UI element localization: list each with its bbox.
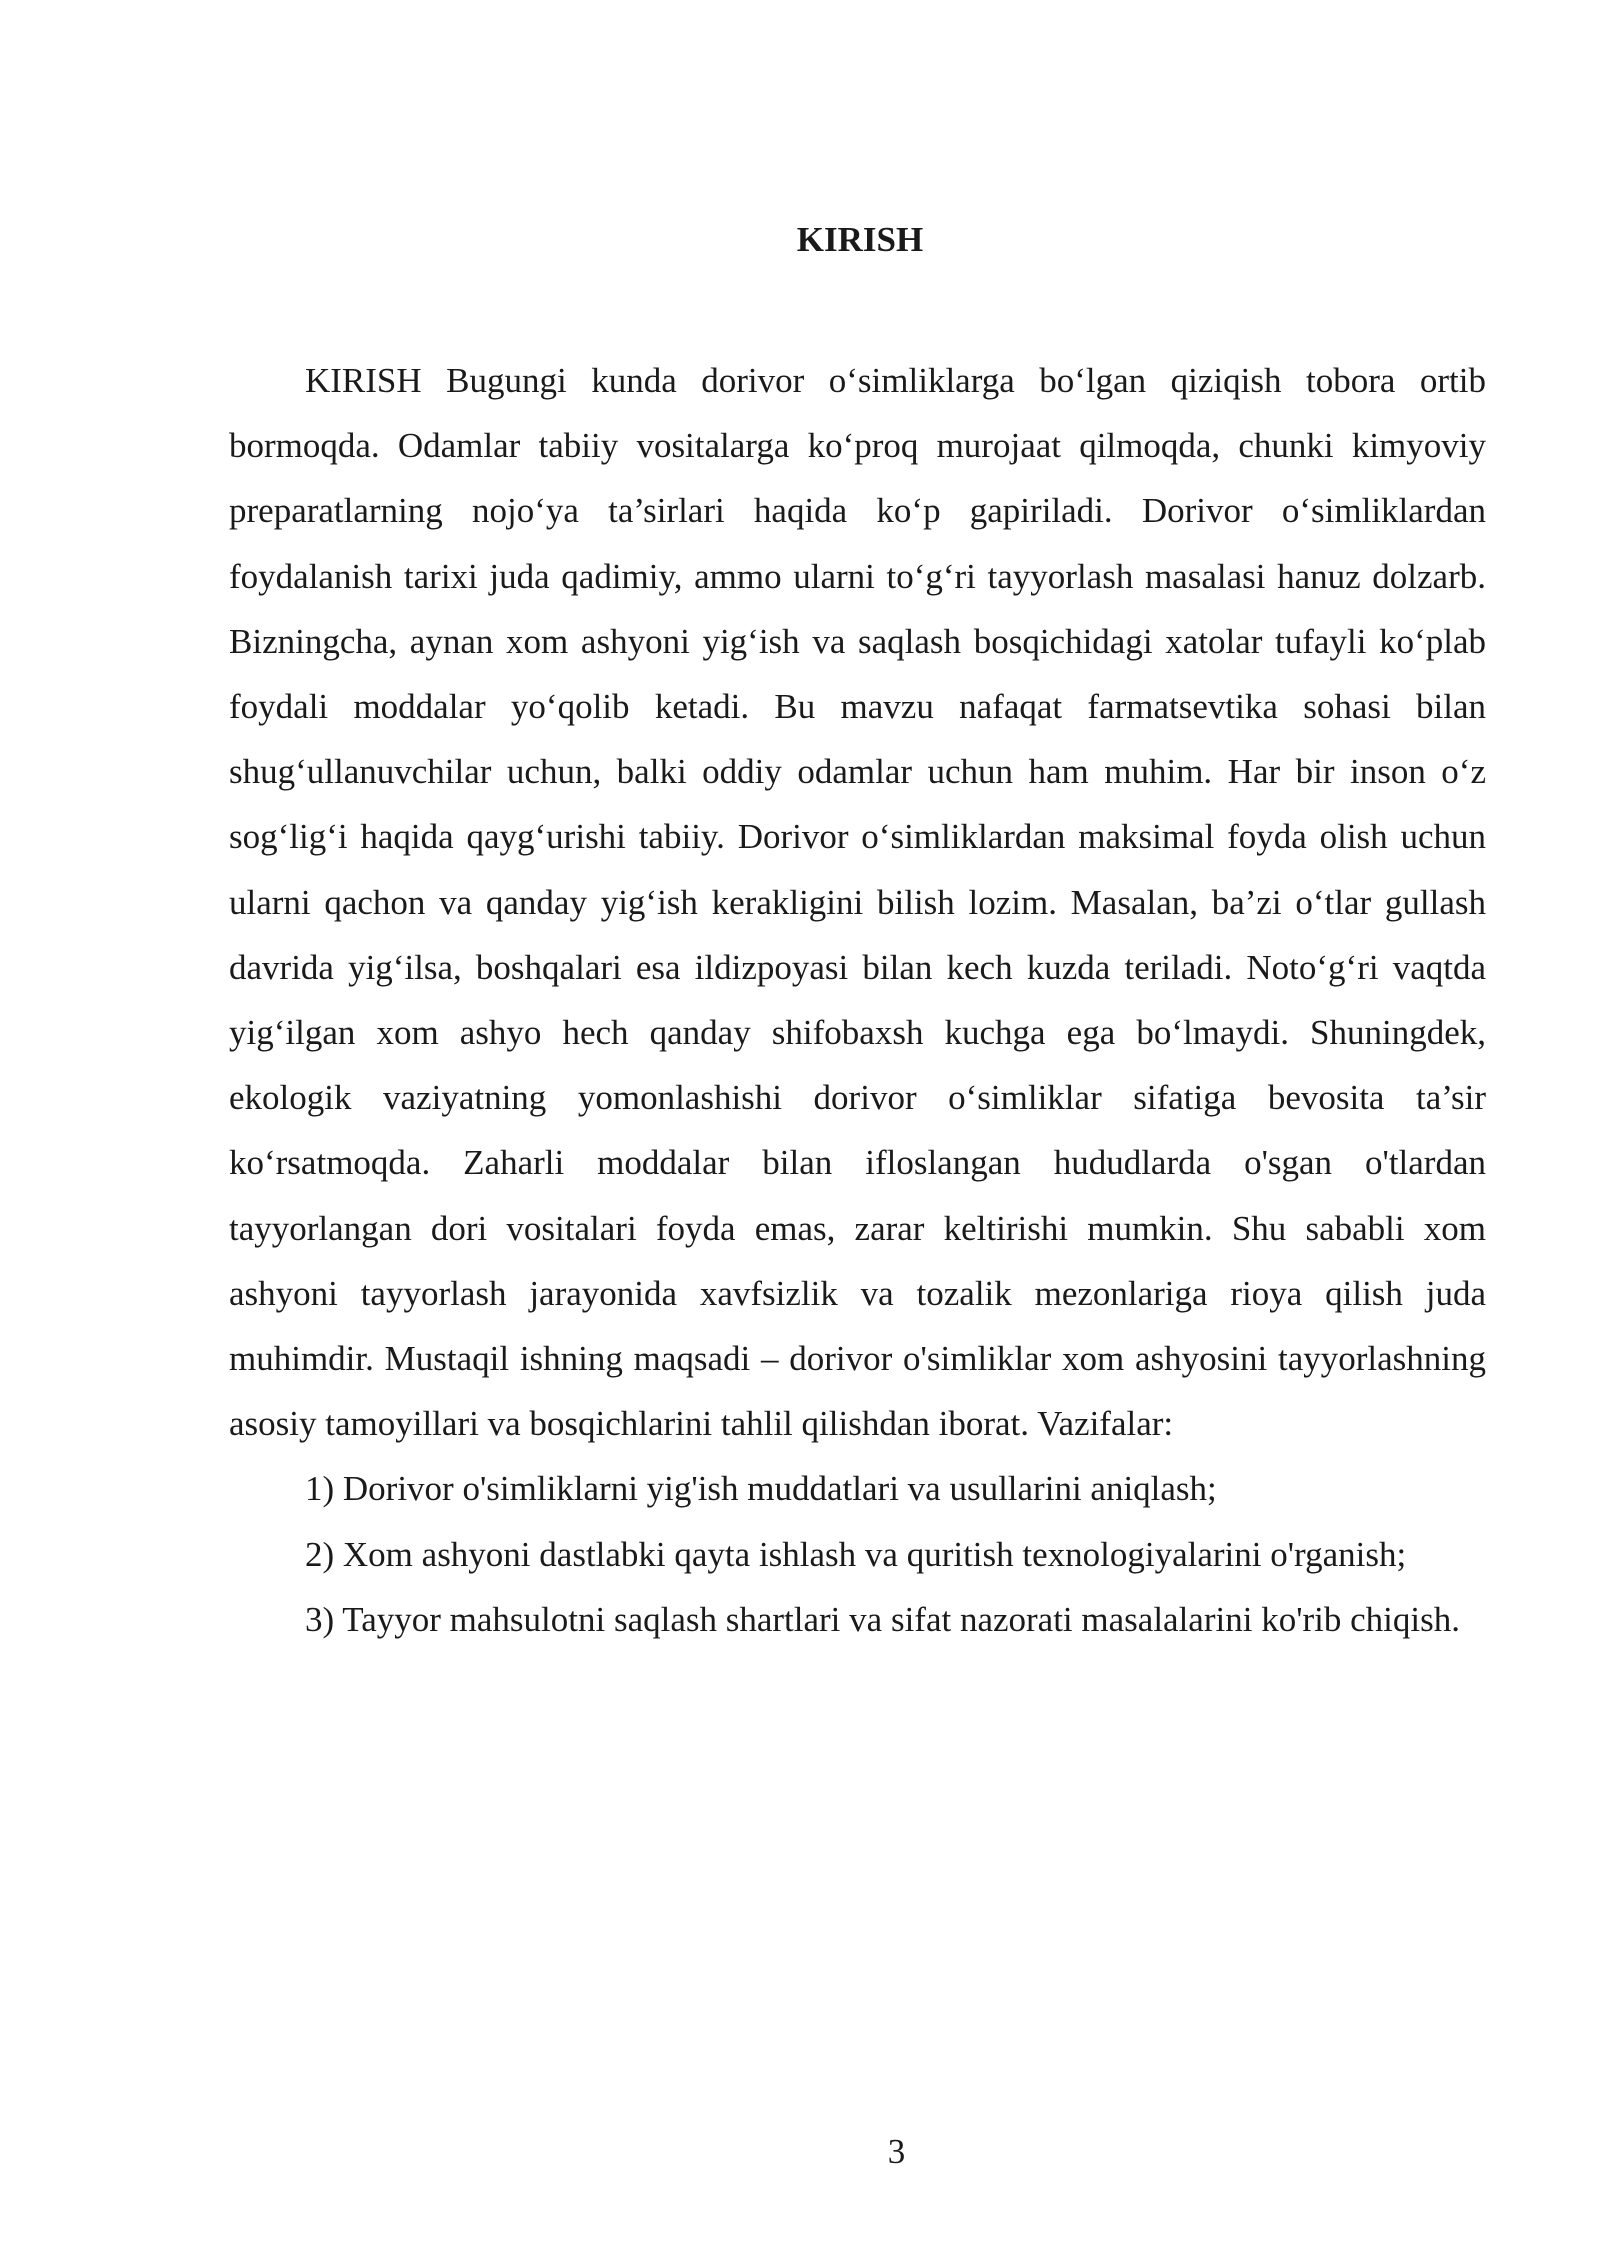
task-item-3: 3) Tayyor mahsulotni saqlash shartlari va sifat nazorati masalalarini ko'rib chiqish. (305, 1599, 1460, 1639)
section-title: KIRISH (796, 220, 924, 259)
task-item-1: 1) Dorivor o'simliklarni yig'ish muddatlari va usullarini aniqlash; (305, 1469, 1217, 1509)
body-text (229, 348, 1486, 1652)
page-number: 3 (887, 2132, 906, 2171)
task-item-2: 2) Xom ashyoni dastlabki qayta ishlash va quritish texnologiyalarini o'rganish; (305, 1534, 1407, 1574)
intro-paragraph: KIRISH Bugungi kunda dorivor o‘simliklarga bo‘lgan qiziqish tobora ortib bormoqda. Odamlar tabiiy vositalarga ko‘proq murojaat qilmoqda, chunki kimyoviy preparatlarning nojo‘ya ta’sirlari haqida ko‘p gapiriladi. Dorivor o‘simliklardan foydalanish tarixi juda qadimiy, ammo ularni to‘g‘ri tayyorlash masalasi hanuz dolzarb. Bizningcha, aynan xom ashyoni yig‘ish va saqlash bosqichidagi xatolar tufayli ko‘plab foydali moddalar yo‘qolib ketadi. Bu mavzu nafaqat farmatsevtika sohasi bilan shug‘ullanuvchilar uchun, balki oddiy odamlar uchun ham muhim. Har bir inson o‘z sog‘lig‘i haqida qayg‘urishi tabiiy. Dorivor o‘simliklardan maksimal foyda olish uchun ularni qachon va qanday yig‘ish kerakligini bilish lozim. Masalan, ba’zi o‘tlar gullash davrida yig‘ilsa, boshqalari esa ildizpoyasi bilan kech kuzda teriladi. Noto‘g‘ri vaqtda yig‘ilgan xom ashyo hech qanday shifobaxsh kuchga ega bo‘lmaydi. Shuningdek, ekologik vaziyatning yomonlashishi dorivor o‘simliklar sifatiga bevosita ta’sir ko‘rsatmoqda. Zaharli moddalar bilan ifloslangan hududlarda o'sgan o'tlardan tayyorlangan dori vositalari foyda emas, zarar keltirishi mumkin. Shu sababli xom ashyoni tayyorlash jarayonida xavfsizlik va tozalik mezonlariga rioya qilish juda muhimdir. Mustaqil ishning maqsadi – dorivor o'simliklar xom ashyosini tayyorlashning asosiy tamoyillari va bosqichlarini tahlil qilishdan iborat. Vazifalar: (229, 361, 1486, 1444)
